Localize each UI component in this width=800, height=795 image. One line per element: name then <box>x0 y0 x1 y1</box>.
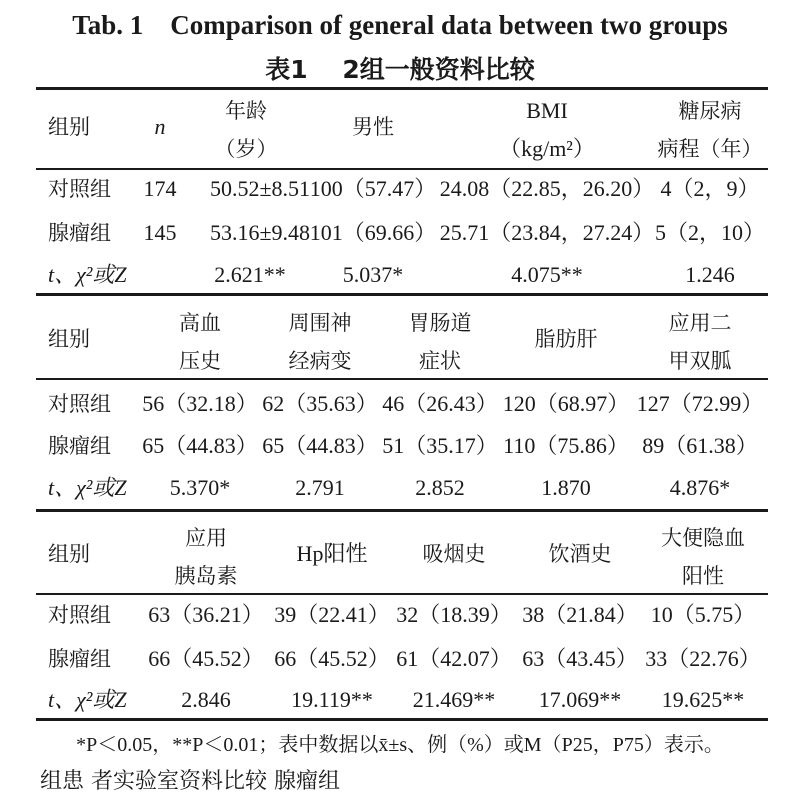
header-gi-symptoms: 胃肠道 症状 <box>408 311 472 373</box>
header-metformin: 应用二 甲双胍 <box>668 311 732 373</box>
table-cell: 2.791 <box>295 475 345 500</box>
table-cell: 33（22.76） <box>645 646 761 671</box>
header-rule-2 <box>36 378 768 380</box>
header-male: 男性 <box>352 115 394 139</box>
table-footnote: *P＜0.05，**P＜0.01；表中数据以x̄±s、例（%）或M（P25，P75）表示。 <box>76 734 724 756</box>
table-cell: 2.846 <box>181 687 231 712</box>
header-group: 组别 <box>48 542 90 566</box>
row-label-control: 对照组 <box>48 603 111 627</box>
table-cell: 89（61.38） <box>642 433 758 458</box>
row-label-control: 对照组 <box>48 392 111 416</box>
header-age: 年龄 （岁） <box>214 99 278 161</box>
row-label-stat: t、χ²或Z <box>48 687 127 712</box>
table-cell: 65（44.83） <box>262 433 378 458</box>
table-cell: 5.037* <box>342 262 404 287</box>
table-cell: 66（45.52） <box>148 646 264 671</box>
table-cell: 19.625** <box>661 687 745 712</box>
row-label-adenoma: 腺瘤组 <box>48 221 111 245</box>
header-fatty-liver: 脂肪肝 <box>534 327 598 351</box>
table-cell: 56（32.18） <box>142 391 258 416</box>
header-hp-positive: Hp阳性 <box>296 541 368 566</box>
header-smoking: 吸烟史 <box>422 542 486 566</box>
header-rule-3 <box>36 593 768 595</box>
table-cell: 100（57.47） <box>309 176 437 201</box>
table-cell: 39（22.41） <box>274 602 390 627</box>
row-label-stat: t、χ²或Z <box>48 475 127 500</box>
table-cell: 2.852 <box>415 475 465 500</box>
table-cell: 38（21.84） <box>522 602 638 627</box>
table-cell: 110（75.86） <box>503 433 629 458</box>
table-cell: 101（69.66） <box>309 220 437 245</box>
table-cell: 120（68.97） <box>502 391 630 416</box>
table-cell: 1.246 <box>685 262 735 287</box>
row-label-stat: t、χ²或Z <box>48 262 127 287</box>
block-rule-1 <box>36 293 768 296</box>
table-cell: 61（42.07） <box>396 646 512 671</box>
header-bmi: BMI （kg/m²） <box>499 98 595 161</box>
table-cell: 127（72.99） <box>636 391 764 416</box>
header-rule-1 <box>36 168 768 170</box>
header-n: n <box>154 114 166 139</box>
table-cell: 4.876* <box>669 475 731 500</box>
table-cell: 145 <box>143 220 177 245</box>
table-cell: 5（2，10） <box>654 220 766 245</box>
header-fecal-occult-blood: 大便隐血 阳性 <box>661 526 745 588</box>
table-cell: 63（43.45） <box>522 646 638 671</box>
table-cell: 4（2，9） <box>660 176 760 201</box>
table-cell: 51（35.17） <box>382 433 498 458</box>
table-cell: 24.08（22.85，26.20） <box>439 176 655 201</box>
table-cell: 25.71（23.84，27.24） <box>439 220 655 245</box>
table-cell: 62（35.63） <box>262 391 378 416</box>
header-group: 组别 <box>48 327 90 351</box>
table-cell: 4.075** <box>511 262 583 287</box>
table-cell: 1.870 <box>541 475 591 500</box>
row-label-control: 对照组 <box>48 177 111 201</box>
table-cell: 19.119** <box>291 687 373 712</box>
truncated-next-line: 组患 者实验室资料比较 腺瘤组 <box>40 769 340 794</box>
table-cell: 50.52±8.51 <box>209 176 311 201</box>
block-rule-2 <box>36 509 768 512</box>
top-rule <box>36 87 768 90</box>
table-cell: 2.621** <box>214 262 286 287</box>
header-neuropathy: 周围神 经病变 <box>288 311 352 373</box>
table-title-chinese: 表1 2组一般资料比较 <box>265 55 535 84</box>
table-cell: 17.069** <box>538 687 622 712</box>
header-insulin: 应用 胰岛素 <box>174 526 238 588</box>
row-label-adenoma: 腺瘤组 <box>48 647 111 671</box>
header-diabetes-duration: 糖尿病 病程（年） <box>657 99 763 161</box>
table-cell: 174 <box>143 176 177 201</box>
bottom-rule <box>36 718 768 721</box>
table-cell: 65（44.83） <box>142 433 258 458</box>
table-cell: 46（26.43） <box>382 391 498 416</box>
table-title-english: Tab. 1 Comparison of general data between two groups <box>72 10 728 40</box>
table-cell: 21.469** <box>412 687 496 712</box>
table-cell: 10（5.75） <box>650 602 756 627</box>
table-cell: 63（36.21） <box>148 602 264 627</box>
header-group: 组别 <box>48 115 90 139</box>
table-cell: 32（18.39） <box>396 602 512 627</box>
row-label-adenoma: 腺瘤组 <box>48 434 111 458</box>
table-cell: 66（45.52） <box>274 646 390 671</box>
table-cell: 53.16±9.48 <box>209 220 311 245</box>
table-cell: 5.370* <box>169 475 231 500</box>
header-drinking: 饮酒史 <box>548 542 612 566</box>
header-hypertension: 高血 压史 <box>179 311 221 373</box>
